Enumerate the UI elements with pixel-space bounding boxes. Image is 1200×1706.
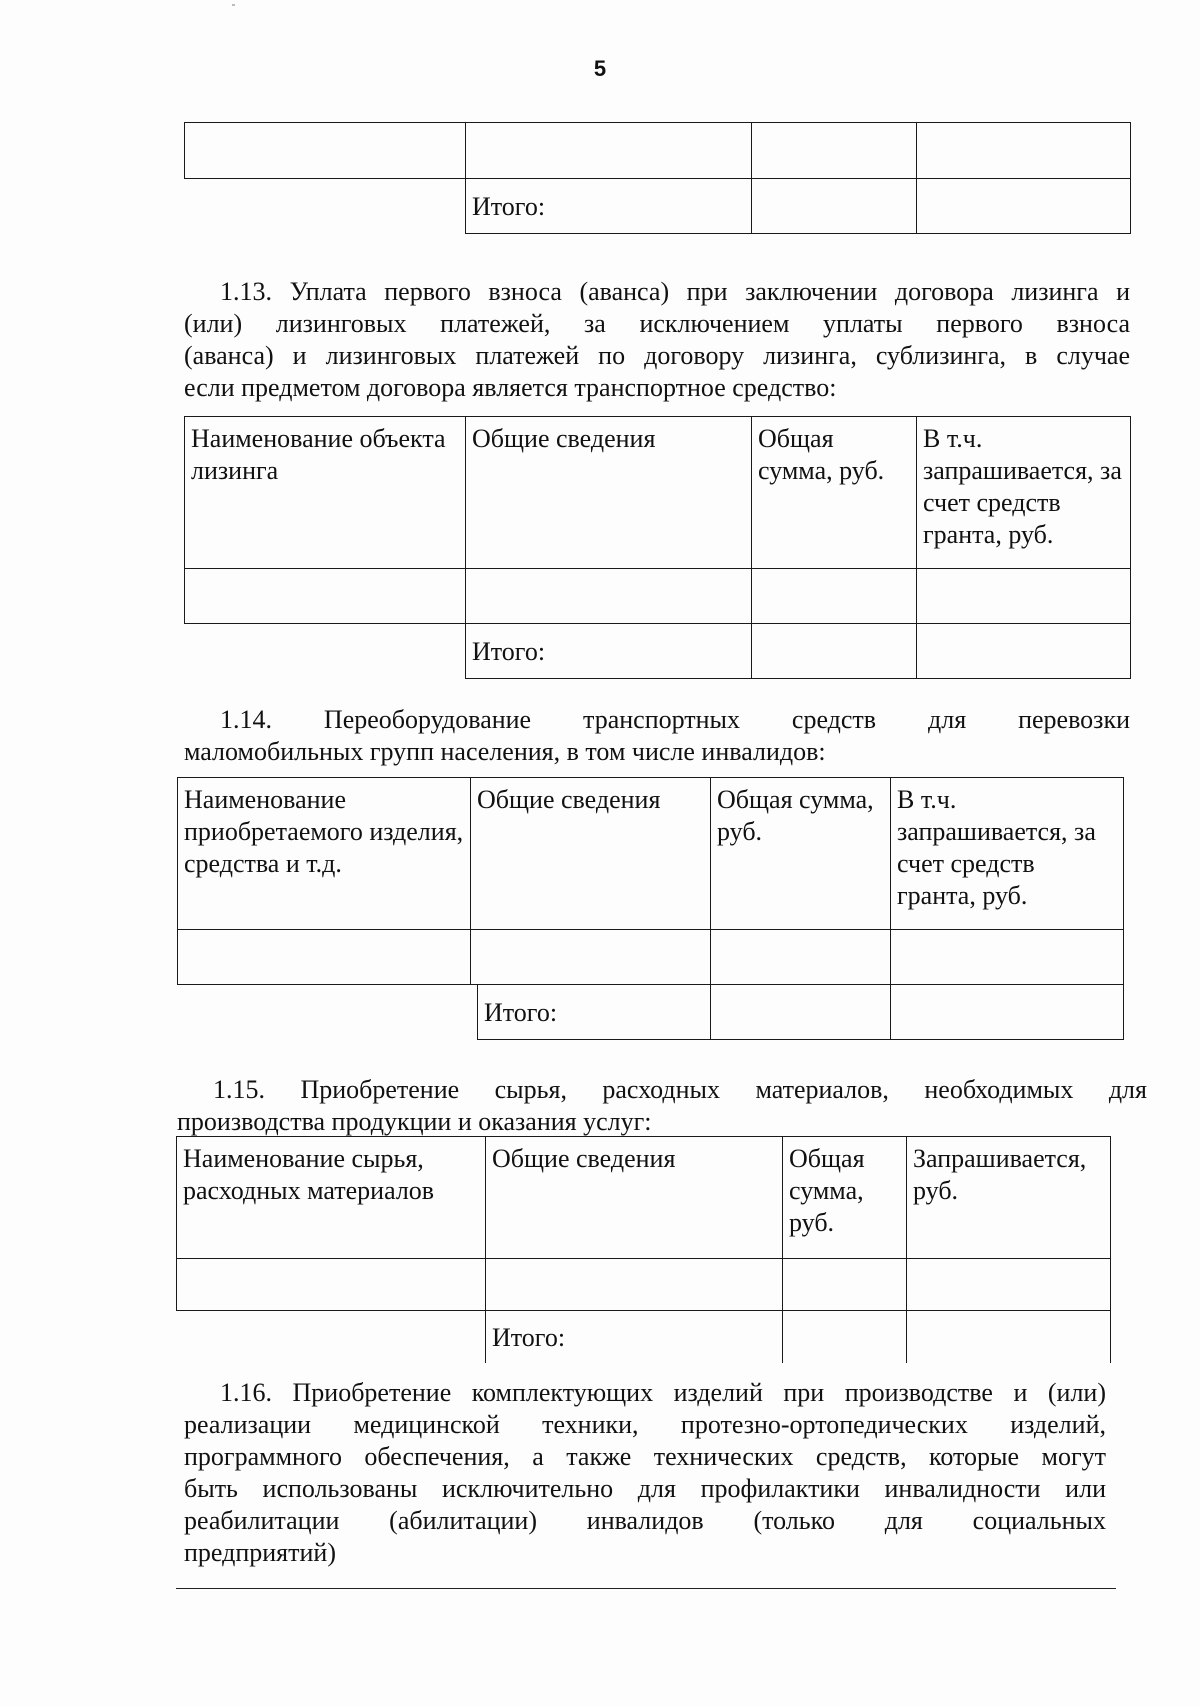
total-row (478, 985, 1124, 1040)
table-cell[interactable] (185, 569, 466, 624)
section-1-15-text (177, 1074, 1147, 1138)
table-row (185, 123, 1131, 179)
table-cell[interactable] (752, 179, 917, 234)
page-number: 5 (593, 56, 607, 81)
table-cell[interactable] (907, 1311, 1111, 1363)
table-cell[interactable] (177, 1259, 486, 1311)
column-header: Общие сведения (466, 417, 752, 569)
table-cell[interactable] (752, 624, 917, 679)
column-header: Наименование приобретаемого изделия, средства и т.д. (178, 778, 471, 930)
table-1-13 (184, 416, 1131, 679)
text-line: быть использованы исключительно для профилактики инвалидности или (184, 1474, 1106, 1503)
table-cell[interactable] (917, 123, 1131, 179)
column-header: Общие сведения (486, 1137, 783, 1259)
bottom-rule (176, 1588, 1116, 1589)
column-header: Запрашивается, руб. (907, 1137, 1111, 1259)
section-1-14-text (184, 704, 1130, 768)
table-cell[interactable] (178, 930, 471, 985)
text-line: 1.16. Приобретение комплектующих изделий при производстве и (или) (220, 1378, 1106, 1407)
table-row (185, 569, 1131, 624)
text-line: производства продукции и оказания услуг: (177, 1107, 652, 1136)
table-cell[interactable] (711, 930, 891, 985)
total-label: Итого: (486, 1311, 783, 1363)
total-label: Итого: (478, 985, 711, 1040)
table-header-row (178, 778, 1124, 930)
table-cell[interactable] (466, 569, 752, 624)
table-cell[interactable] (486, 1259, 783, 1311)
column-header: Общая сумма, руб. (711, 778, 891, 930)
section-1-16-text (184, 1377, 1106, 1569)
section-1-13-text (184, 276, 1130, 404)
total-label: Итого: (466, 624, 752, 679)
total-row (177, 1311, 1111, 1363)
text-line: предприятий) (184, 1538, 336, 1567)
table-cell[interactable] (891, 930, 1124, 985)
text-line: маломобильных групп населения, в том числе инвалидов: (184, 737, 826, 766)
column-header: В т.ч. запрашивается, за счет средств гранта, руб. (891, 778, 1124, 930)
text-line: 1.13. Уплата первого взноса (аванса) при заключении договора лизинга и (220, 277, 1130, 306)
table-1-15 (176, 1136, 1111, 1363)
scan-speck (232, 4, 235, 6)
table-header-row (185, 417, 1131, 569)
text-line: реализации медицинской техники, протезно-ортопедических изделий, (184, 1410, 1106, 1439)
text-line: если предметом договора является транспортное средство: (184, 373, 837, 402)
column-header: Общие сведения (471, 778, 711, 930)
table-cell[interactable] (466, 123, 752, 179)
table-cell[interactable] (907, 1259, 1111, 1311)
column-header: Наименование объекта лизинга (185, 417, 466, 569)
table-prev-continuation (184, 122, 1131, 234)
table-cell[interactable] (185, 123, 466, 179)
column-header: Общая сумма, руб. (783, 1137, 907, 1259)
text-line: программного обеспечения, а также технических средств, которые могут (184, 1442, 1106, 1471)
total-row (185, 179, 1131, 234)
text-line: 1.15. Приобретение сырья, расходных материалов, необходимых для (213, 1075, 1147, 1104)
table-cell[interactable] (783, 1259, 907, 1311)
empty-cell (185, 624, 466, 679)
table-cell[interactable] (917, 624, 1131, 679)
empty-cell (185, 179, 466, 234)
table-cell[interactable] (917, 569, 1131, 624)
text-line: (или) лизинговых платежей, за исключением уплаты первого взноса (184, 309, 1130, 338)
text-line: реабилитации (абилитации) инвалидов (только для социальных (184, 1506, 1106, 1535)
table-cell[interactable] (711, 985, 891, 1040)
table-cell[interactable] (752, 123, 917, 179)
total-row (185, 624, 1131, 679)
table-row (177, 1259, 1111, 1311)
table-1-14-total (477, 984, 1124, 1040)
total-label: Итого: (466, 179, 752, 234)
column-header: Общая сумма, руб. (752, 417, 917, 569)
text-line: 1.14. Переоборудование транспортных средств для перевозки (220, 705, 1130, 734)
table-cell[interactable] (783, 1311, 907, 1363)
column-header: В т.ч. запрашивается, за счет средств гранта, руб. (917, 417, 1131, 569)
table-row (178, 930, 1124, 985)
text-line: (аванса) и лизинговых платежей по договору лизинга, сублизинга, в случае (184, 341, 1130, 370)
table-cell[interactable] (917, 179, 1131, 234)
table-cell[interactable] (891, 985, 1124, 1040)
table-1-14 (177, 777, 1124, 985)
empty-cell (177, 1311, 486, 1363)
table-header-row (177, 1137, 1111, 1259)
table-cell[interactable] (471, 930, 711, 985)
column-header: Наименование сырья, расходных материалов (177, 1137, 486, 1259)
table-cell[interactable] (752, 569, 917, 624)
